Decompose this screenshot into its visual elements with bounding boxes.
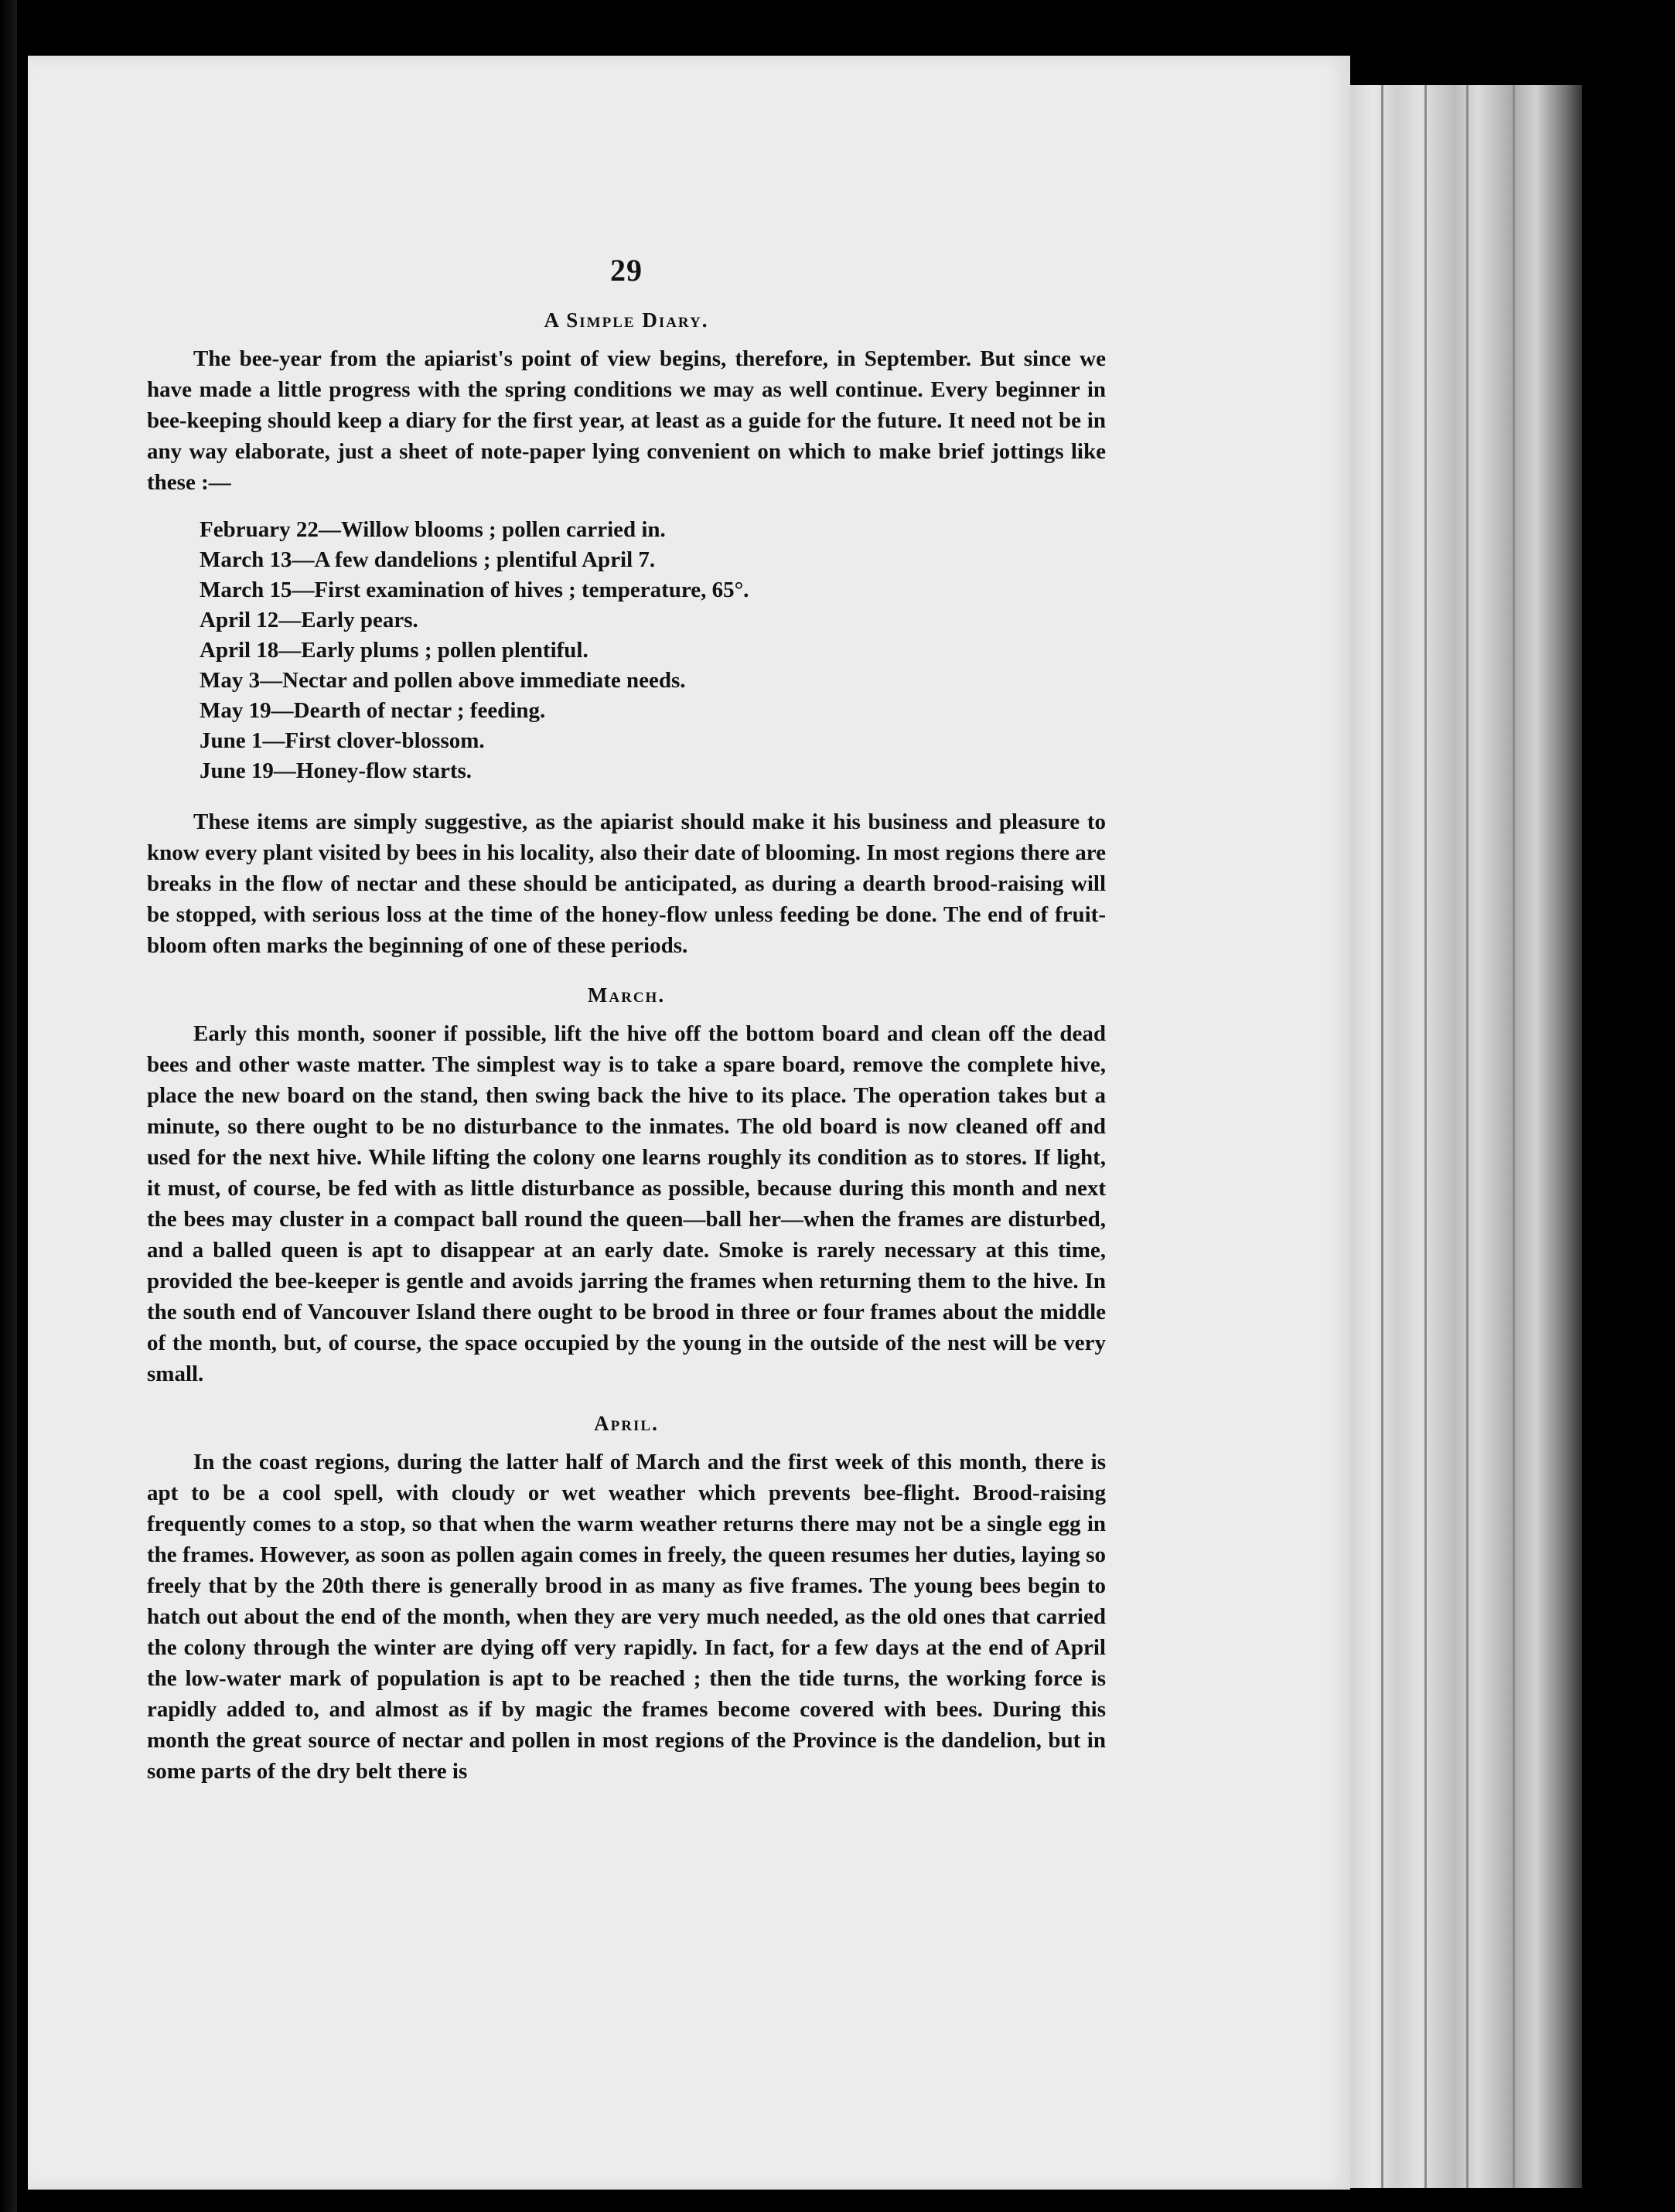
diary-entry: May 3—Nectar and pollen above immediate needs. xyxy=(200,668,686,693)
diary-entry: April 12—Early pears. xyxy=(200,608,418,632)
page-edge-line xyxy=(1466,85,1469,2188)
book-page-edges xyxy=(1350,85,1582,2188)
page-edge-line xyxy=(1381,85,1383,2188)
paragraph: Early this month, sooner if possible, lift the hive off the bottom board and clean off the dead bees and other waste matter. The simplest way is to take a spare board, remove the complete hive, place the new board on the stand, then swing back the hive to its place. The operation takes but a minute, so there ought to be no disturbance to the inmates. The old board is now cleaned off and used for the next hive. While lifting the colony one learns roughly its condition as to stores. If light, it must, of course, be fed with as little disturbance as possible, because during this month and next the bees may cluster in a compact ball round the queen—ball her—when the frames are disturbed, and a balled queen is apt to disappear at an early date. Smoke is rarely necessary at this time, provided the bee-keeper is gentle and avoids jarring the frames when returning them to the hive. In the south end of Vancouver Island there ought to be brood in three or four frames about the middle of the month, but, of course, the space occupied by the young in the outside of the nest will be very small. xyxy=(147,1021,1106,1386)
paragraph: In the coast regions, during the latter half of March and the first week of this month, there is apt to be a cool spell, with cloudy or wet weather which prevents bee-flight. Brood-raising frequently comes to a stop, so that when the warm weather returns there may not be a single egg in the frames. However, as soon as pollen again comes in freely, the queen resumes her duties, laying so freely that by the 20th there is generally brood in as many as five frames. The young bees begin to hatch out about the end of the month, when they are very much needed, as the old ones that carried the colony through the winter are dying off very rapidly. In fact, for a few days at the end of April the low-water mark of population is apt to be reached ; then the tide turns, the working force is rapidly added to, and almost as if by magic the frames become covered with bees. During this month the great source of nectar and pollen in most regions of the Province is the dandelion, but in some parts of the dry belt there is xyxy=(147,1450,1106,1784)
diary-list xyxy=(147,515,1106,786)
page-number: 29 xyxy=(610,253,643,288)
diary-entry: March 13—A few dandelions ; plentiful April 7. xyxy=(200,547,656,572)
diary-entry: April 18—Early plums ; pollen plentiful. xyxy=(200,638,588,663)
diary-entry: February 22—Willow blooms ; pollen carried in. xyxy=(200,517,666,542)
page-edge-line xyxy=(1513,85,1515,2188)
scan-left-edge xyxy=(0,0,17,2212)
diary-entry: May 19—Dearth of nectar ; feeding. xyxy=(200,698,546,723)
page-edge-line xyxy=(1424,85,1427,2188)
diary-entry: June 19—Honey-flow starts. xyxy=(200,758,472,783)
page-text xyxy=(147,255,1106,1787)
paragraph: These items are simply suggestive, as the apiarist should make it his business and pleasure to know every plant visited by bees in his locality, also their date of blooming. In most regions there are breaks in the flow of nectar and these should be anticipated, as during a dearth brood-raising will be stopped, with serious loss at the time of the honey-flow unless feeding be done. The end of fruit-bloom often marks the beginning of one of these periods. xyxy=(147,809,1106,958)
diary-entry: June 1—First clover-blossom. xyxy=(200,728,485,753)
section-heading-march: March. xyxy=(587,983,666,1007)
section-heading-simple-diary: A Simple Diary. xyxy=(544,308,709,332)
diary-entry: March 15—First examination of hives ; temperature, 65°. xyxy=(200,578,749,602)
section-heading-april: April. xyxy=(594,1412,659,1435)
paragraph: The bee-year from the apiarist's point of view begins, therefore, in September. But since we have made a little progress with the spring conditions we may as well continue. Every beginner in bee-keeping should keep a diary for the first year, at least as a guide for the future. It need not be in any way elaborate, just a sheet of note-paper lying convenient on which to make brief jottings like these :— xyxy=(147,346,1106,495)
